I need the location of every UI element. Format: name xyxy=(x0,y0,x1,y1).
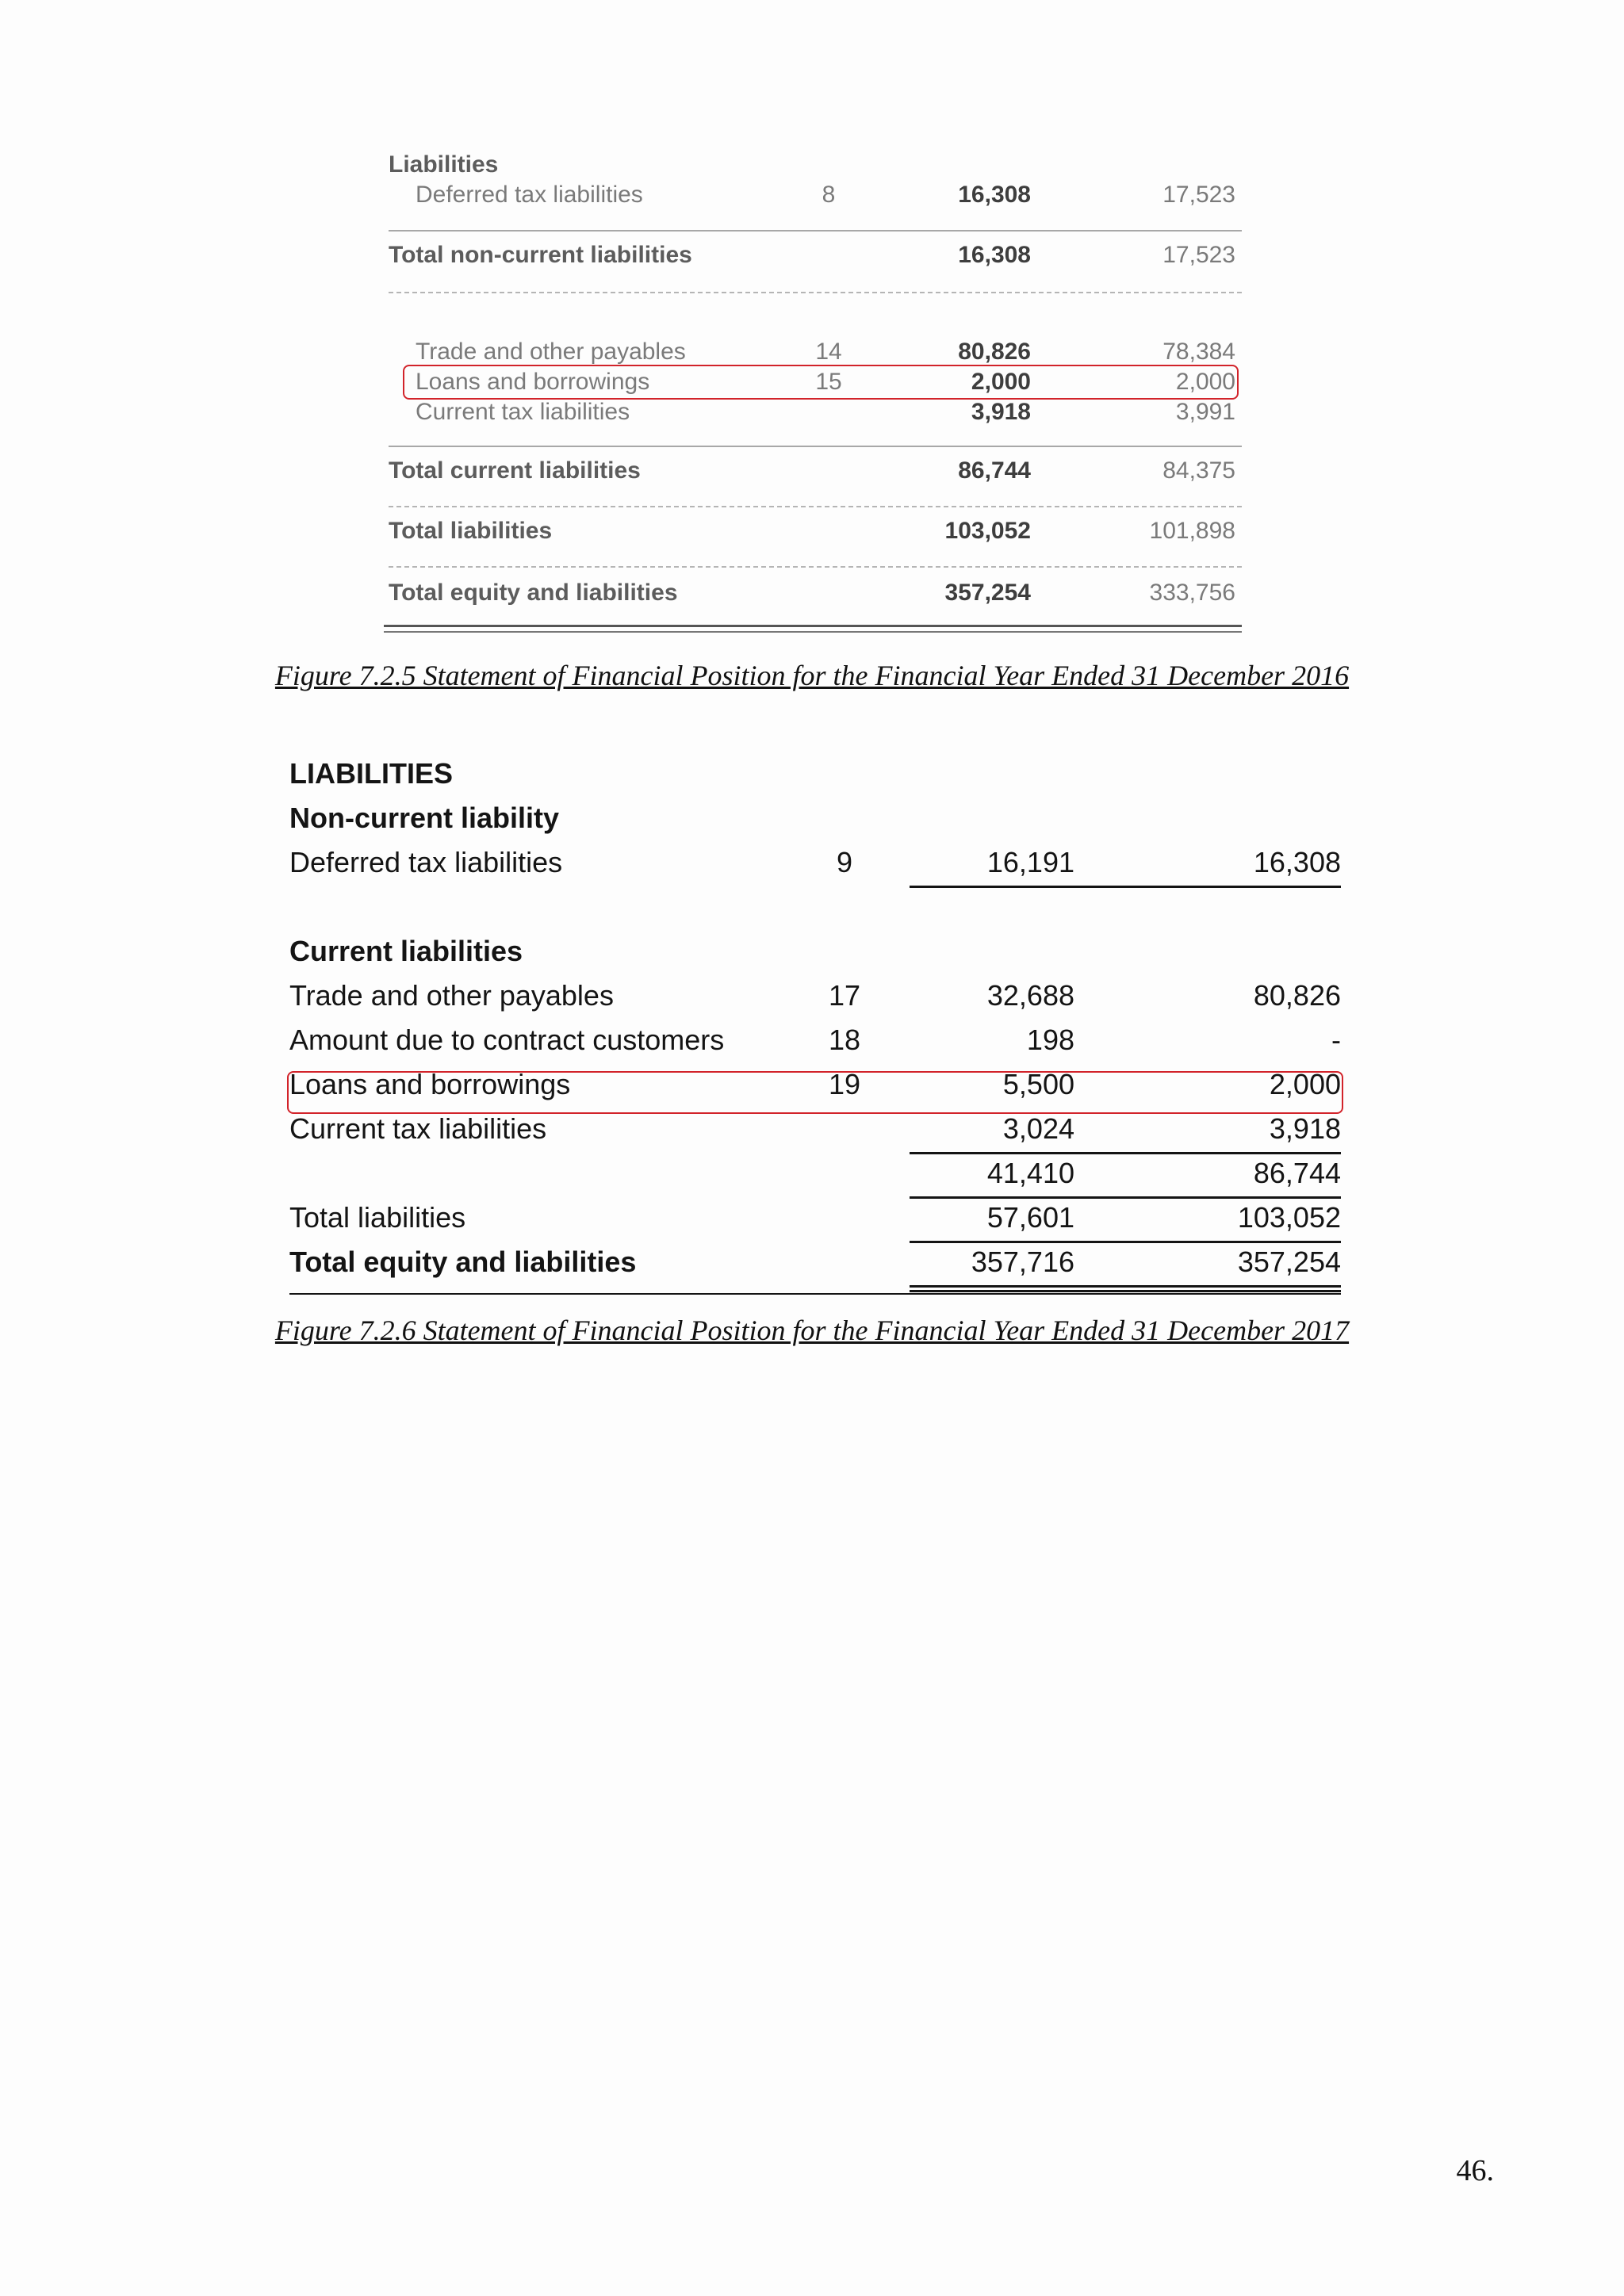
subtotal-2017: 41,410 xyxy=(986,1157,1074,1189)
total-current-2015: 84,375 xyxy=(1162,457,1235,484)
total-equity-liabilities-label: Total equity and liabilities xyxy=(289,1246,637,1278)
financial-position-2017 xyxy=(289,757,1344,1296)
trade-payables-2015: 78,384 xyxy=(1162,339,1235,365)
deferred-tax-note: 8 xyxy=(822,182,836,208)
total-equity-liabilities-2017: 357,716 xyxy=(971,1246,1074,1278)
current-tax-2017: 3,024 xyxy=(1002,1112,1074,1145)
trade-payables-2016: 80,826 xyxy=(1253,979,1341,1012)
total-liabilities-2016: 103,052 xyxy=(944,518,1031,544)
trade-payables-note: 14 xyxy=(815,339,842,365)
contract-customers-note: 18 xyxy=(828,1024,861,1056)
divider xyxy=(389,446,1242,447)
figure-caption-2017: Figure 7.2.6 Statement of Financial Position for the Financial Year Ended 31 December 2017 xyxy=(274,1314,1350,1346)
divider xyxy=(389,230,1242,232)
deferred-tax-2016: 16,308 xyxy=(1253,846,1341,878)
current-heading: Current liabilities xyxy=(289,935,523,967)
total-liabilities-2015: 101,898 xyxy=(1149,518,1235,544)
current-tax-label: Current tax liabilities xyxy=(416,399,630,425)
loans-2017: 5,500 xyxy=(1002,1068,1074,1100)
loans-note: 19 xyxy=(828,1068,861,1100)
total-non-current-2015: 17,523 xyxy=(1162,242,1235,268)
deferred-tax-label: Deferred tax liabilities xyxy=(416,182,643,208)
underline xyxy=(910,1196,1341,1199)
total-current-label: Total current liabilities xyxy=(389,457,641,484)
underline xyxy=(910,1152,1341,1154)
loans-2016: 2,000 xyxy=(971,369,1031,395)
loans-2016: 2,000 xyxy=(1269,1068,1341,1100)
contract-customers-label: Amount due to contract customers xyxy=(289,1024,725,1056)
dashed-divider xyxy=(389,292,1242,293)
trade-payables-2016: 80,826 xyxy=(958,339,1031,365)
total-liabilities-2017: 57,601 xyxy=(986,1201,1074,1234)
page-number: 46. xyxy=(1456,2154,1494,2187)
liabilities-heading: Liabilities xyxy=(389,151,499,178)
trade-payables-note: 17 xyxy=(828,979,861,1012)
total-liabilities-2016: 103,052 xyxy=(1237,1201,1341,1234)
total-equity-liabilities-2016: 357,254 xyxy=(944,580,1031,606)
current-tax-2016: 3,918 xyxy=(971,399,1031,425)
total-liabilities-label: Total liabilities xyxy=(389,518,553,544)
loans-label: Loans and borrowings xyxy=(416,369,650,395)
trade-payables-label: Trade and other payables xyxy=(416,339,686,365)
current-tax-2016: 3,918 xyxy=(1269,1112,1341,1145)
total-equity-liabilities-label: Total equity and liabilities xyxy=(389,580,678,606)
loans-2015: 2,000 xyxy=(1175,369,1235,395)
deferred-tax-2016: 16,308 xyxy=(958,182,1031,208)
total-non-current-2016: 16,308 xyxy=(958,242,1031,268)
double-underline-bottom xyxy=(384,631,1242,633)
underline xyxy=(910,886,1341,888)
liabilities-heading: LIABILITIES xyxy=(289,757,453,790)
loans-label: Loans and borrowings xyxy=(289,1068,571,1100)
double-underline-bottom xyxy=(910,1290,1341,1292)
non-current-heading: Non-current liability xyxy=(289,802,560,834)
deferred-tax-label: Deferred tax liabilities xyxy=(289,846,563,878)
dashed-divider xyxy=(389,566,1242,568)
trade-payables-label: Trade and other payables xyxy=(289,979,614,1012)
subtotal-2016: 86,744 xyxy=(1253,1157,1341,1189)
deferred-tax-2017: 16,191 xyxy=(986,846,1074,878)
figure-caption-2016: Figure 7.2.5 Statement of Financial Position for the Financial Year Ended 31 December 2016 xyxy=(274,660,1350,691)
total-current-2016: 86,744 xyxy=(958,457,1031,484)
trade-payables-2017: 32,688 xyxy=(986,979,1074,1012)
dashed-divider xyxy=(389,506,1242,507)
double-underline-top xyxy=(910,1285,1341,1288)
total-non-current-label: Total non-current liabilities xyxy=(389,242,692,268)
double-underline-top xyxy=(384,625,1242,627)
total-equity-liabilities-2015: 333,756 xyxy=(1149,580,1235,606)
financial-position-2016 xyxy=(389,151,1245,642)
current-tax-label: Current tax liabilities xyxy=(289,1112,547,1145)
total-equity-liabilities-2016: 357,254 xyxy=(1237,1246,1341,1278)
contract-customers-2016: - xyxy=(1331,1024,1341,1056)
table-bottom-rule xyxy=(289,1293,1341,1295)
loans-note: 15 xyxy=(815,369,842,395)
current-tax-2015: 3,991 xyxy=(1175,399,1235,425)
deferred-tax-2015: 17,523 xyxy=(1162,182,1235,208)
contract-customers-2017: 198 xyxy=(1026,1024,1074,1056)
deferred-tax-note: 9 xyxy=(836,846,853,878)
total-liabilities-label: Total liabilities xyxy=(289,1201,466,1234)
underline xyxy=(910,1241,1341,1243)
